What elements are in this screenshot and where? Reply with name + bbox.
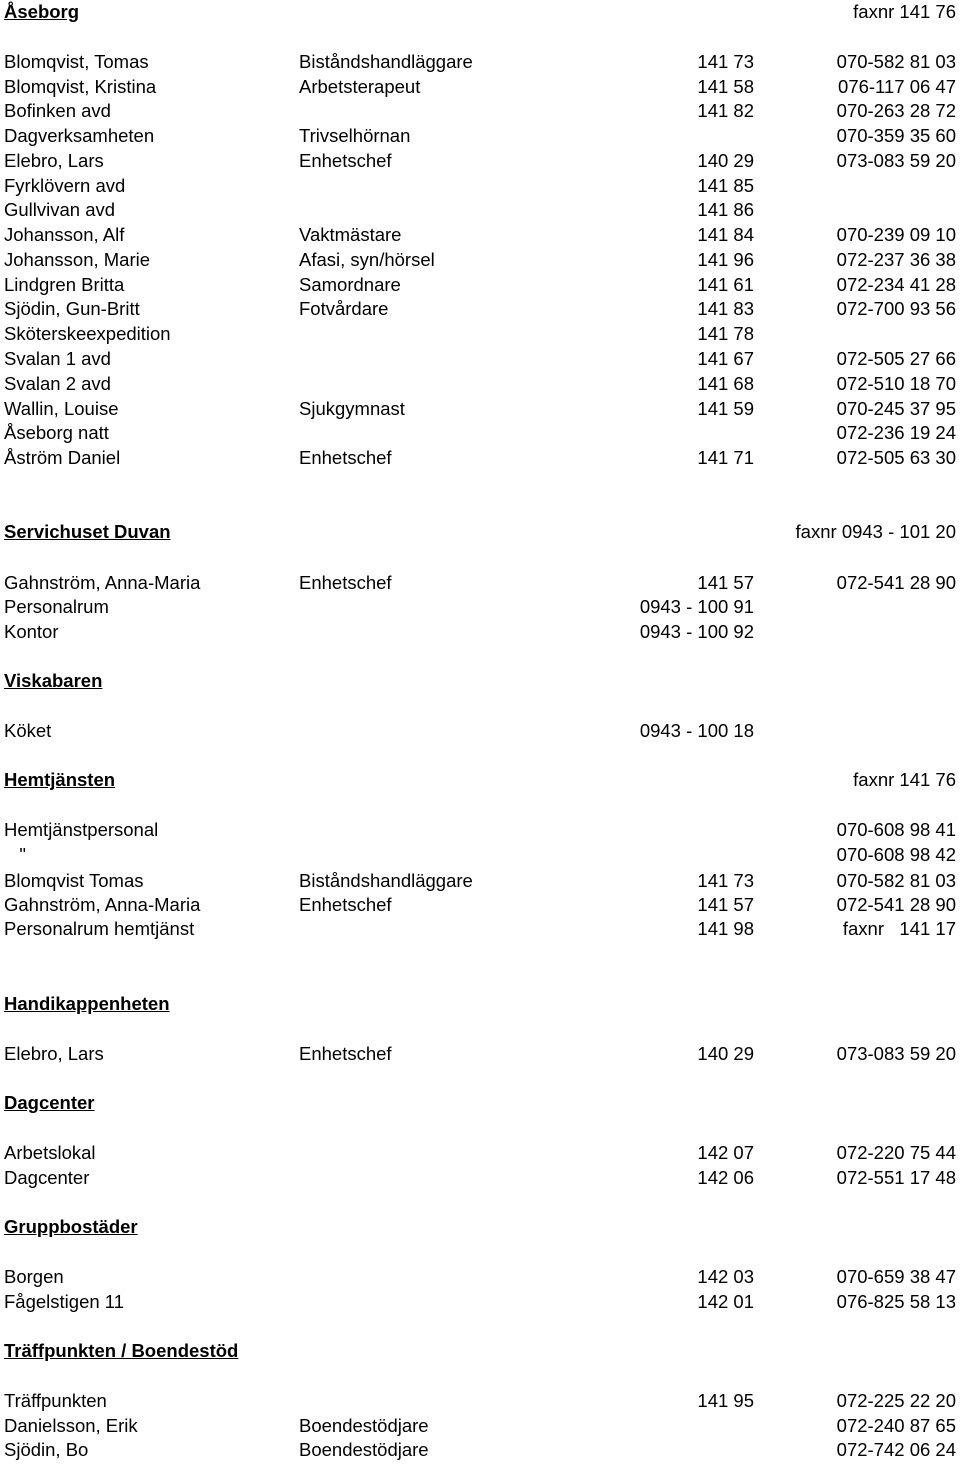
- entry-name: Gahnström, Anna-Maria: [4, 572, 201, 593]
- entry-mobile: 072-742 06 24: [836, 1439, 956, 1460]
- entry-mobile: 072-237 36 38: [836, 249, 956, 270]
- list-item: [0, 571, 960, 595]
- entry-extension: 142 03: [697, 1266, 754, 1287]
- list-item: [0, 75, 960, 99]
- entry-role: Enhetschef: [299, 150, 392, 171]
- section-header-servichuset: [0, 520, 960, 544]
- entry-name: Blomqvist, Kristina: [4, 76, 157, 97]
- entry-mobile: 072-700 93 56: [836, 298, 956, 319]
- entry-mobile: 070-582 81 03: [836, 870, 956, 891]
- entry-role: Samordnare: [299, 274, 401, 295]
- entry-name: Svalan 1 avd: [4, 348, 111, 369]
- entry-mobile: 072-541 28 90: [836, 572, 956, 593]
- list-item: [0, 869, 960, 893]
- entry-mobile: 072-234 41 28: [836, 274, 956, 295]
- entry-extension: 141 85: [697, 175, 754, 196]
- section-fax: faxnr 141 76: [853, 769, 956, 790]
- entry-extension: 141 73: [697, 51, 754, 72]
- entry-extension: 141 98: [697, 918, 754, 939]
- entry-extension: 142 06: [697, 1167, 754, 1188]
- section-header-viskabaren: [0, 669, 960, 693]
- list-item: [0, 223, 960, 247]
- entry-mobile: 070-608 98 41: [836, 819, 956, 840]
- list-item: [0, 347, 960, 371]
- entry-name: Gullvivan avd: [4, 199, 116, 220]
- list-item: [0, 124, 960, 148]
- entry-mobile: 072-240 87 65: [836, 1415, 956, 1436]
- entry-mobile: 072-236 19 24: [836, 422, 956, 443]
- entry-name: Elebro, Lars: [4, 150, 104, 171]
- section-fax: faxnr 0943 - 101 20: [795, 521, 956, 542]
- list-item: [0, 719, 960, 743]
- section-fax: faxnr 141 76: [853, 1, 956, 22]
- entry-mobile: 070-245 37 95: [836, 398, 956, 419]
- list-item: [0, 620, 960, 644]
- list-item: [0, 893, 960, 917]
- entry-role: Enhetschef: [299, 1043, 392, 1064]
- entry-extension: 141 67: [697, 348, 754, 369]
- entry-name: Gahnström, Anna-Maria: [4, 894, 201, 915]
- entry-extension: 141 78: [697, 323, 754, 344]
- list-item: [0, 372, 960, 396]
- entry-name: Sköterskeexpedition: [4, 323, 171, 344]
- entry-name: Wallin, Louise: [4, 398, 119, 419]
- section-heading: Hemtjänsten: [4, 769, 116, 790]
- entry-extension: 141 57: [697, 572, 754, 593]
- entry-name: Fyrklövern avd: [4, 175, 126, 196]
- entry-name: Åström Daniel: [4, 447, 121, 468]
- entry-name: Johansson, Marie: [4, 249, 151, 270]
- entry-role: Arbetsterapeut: [299, 76, 421, 97]
- entry-role: Afasi, syn/hörsel: [299, 249, 435, 270]
- list-item: [0, 446, 960, 470]
- entry-name: Svalan 2 avd: [4, 373, 111, 394]
- entry-name: Kontor: [4, 621, 59, 642]
- entry-name: Dagcenter: [4, 1167, 90, 1188]
- entry-name: Blomqvist, Tomas: [4, 51, 149, 72]
- entry-name: Arbetslokal: [4, 1142, 96, 1163]
- entry-extension: 141 57: [697, 894, 754, 915]
- entry-mobile: 070-359 35 60: [836, 125, 956, 146]
- entry-name: Elebro, Lars: [4, 1043, 104, 1064]
- list-item: [0, 248, 960, 272]
- entry-role: Fotvårdare: [299, 298, 389, 319]
- entry-name: Dagverksamheten: [4, 125, 155, 146]
- list-item: [0, 297, 960, 321]
- section-header-hemtjansten: [0, 768, 960, 792]
- entry-name: Personalrum: [4, 596, 109, 617]
- entry-extension: 142 01: [697, 1291, 754, 1312]
- entry-name: ": [4, 844, 26, 865]
- entry-name: Hemtjänstpersonal: [4, 819, 159, 840]
- section-header-traffpunkten: [0, 1339, 960, 1363]
- list-item: [0, 174, 960, 198]
- entry-extension: 141 68: [697, 373, 754, 394]
- section-heading: Dagcenter: [4, 1092, 95, 1113]
- entry-extension: 140 29: [697, 1043, 754, 1064]
- entry-extension: 141 61: [697, 274, 754, 295]
- entry-extension: 0943 - 100 92: [639, 621, 754, 642]
- entry-role: Enhetschef: [299, 447, 392, 468]
- entry-mobile: 070-239 09 10: [836, 224, 956, 245]
- section-heading: Servichuset Duvan: [4, 521, 171, 542]
- section-heading: Gruppbostäder: [4, 1216, 138, 1237]
- entry-name: Danielsson, Erik: [4, 1415, 138, 1436]
- entry-mobile: 072-551 17 48: [836, 1167, 956, 1188]
- list-item: [0, 843, 960, 867]
- entry-extension: 141 71: [697, 447, 754, 468]
- entry-name: Lindgren Britta: [4, 274, 125, 295]
- section-header-gruppbostader: [0, 1215, 960, 1239]
- list-item: [0, 273, 960, 297]
- list-item: [0, 198, 960, 222]
- entry-mobile: 076-117 06 47: [838, 76, 956, 97]
- entry-name: Sjödin, Gun-Britt: [4, 298, 140, 319]
- entry-role: Enhetschef: [299, 894, 392, 915]
- entry-mobile: 073-083 59 20: [836, 1043, 956, 1064]
- entry-role: Biståndshandläggare: [299, 51, 473, 72]
- entry-name: Sjödin, Bo: [4, 1439, 89, 1460]
- entry-extension: 141 73: [697, 870, 754, 891]
- entry-extension: 141 83: [697, 298, 754, 319]
- list-item: [0, 1290, 960, 1314]
- list-item: [0, 1438, 960, 1462]
- entry-role: Trivselhörnan: [299, 125, 411, 146]
- entry-mobile: 070-263 28 72: [836, 100, 956, 121]
- entry-name: Träffpunkten: [4, 1390, 107, 1411]
- list-item: [0, 595, 960, 619]
- entry-role: Sjukgymnast: [299, 398, 405, 419]
- section-header-dagcenter: [0, 1091, 960, 1115]
- entry-name: Personalrum hemtjänst: [4, 918, 195, 939]
- entry-role: Boendestödjare: [299, 1439, 429, 1460]
- entry-name: Johansson, Alf: [4, 224, 125, 245]
- entry-extension: 141 86: [697, 199, 754, 220]
- entry-role: Enhetschef: [299, 572, 392, 593]
- entry-extension: 141 84: [697, 224, 754, 245]
- list-item: [0, 818, 960, 842]
- list-item: [0, 1166, 960, 1190]
- entry-extension: 141 82: [697, 100, 754, 121]
- list-item: [0, 149, 960, 173]
- section-heading: Viskabaren: [4, 670, 103, 691]
- entry-mobile: 070-608 98 42: [836, 844, 956, 865]
- entry-mobile: 076-825 58 13: [836, 1291, 956, 1312]
- entry-mobile: 070-659 38 47: [836, 1266, 956, 1287]
- entry-mobile: 070-582 81 03: [836, 51, 956, 72]
- list-item: [0, 1141, 960, 1165]
- entry-fax: faxnr 141 17: [842, 918, 956, 939]
- entry-extension: 142 07: [697, 1142, 754, 1163]
- list-item: [0, 99, 960, 123]
- entry-mobile: 072-225 22 20: [836, 1390, 956, 1411]
- entry-extension: 0943 - 100 91: [639, 596, 754, 617]
- entry-role: Biståndshandläggare: [299, 870, 473, 891]
- list-item: [0, 1265, 960, 1289]
- section-header-aseborg: [0, 0, 960, 24]
- entry-extension: 141 95: [697, 1390, 754, 1411]
- entry-name: Köket: [4, 720, 52, 741]
- list-item: [0, 50, 960, 74]
- section-header-handikapp: [0, 992, 960, 1016]
- entry-mobile: 072-505 63 30: [836, 447, 956, 468]
- list-item: [0, 1042, 960, 1066]
- entry-mobile: 073-083 59 20: [836, 150, 956, 171]
- entry-role: Boendestödjare: [299, 1415, 429, 1436]
- entry-extension: 141 58: [697, 76, 754, 97]
- list-item: [0, 917, 960, 941]
- entry-name: Fågelstigen 11: [4, 1291, 124, 1312]
- entry-mobile: 072-220 75 44: [836, 1142, 956, 1163]
- entry-extension: 140 29: [697, 150, 754, 171]
- list-item: [0, 1389, 960, 1413]
- section-heading: Träffpunkten / Boendestöd: [4, 1340, 239, 1361]
- list-item: [0, 1414, 960, 1438]
- list-item: [0, 322, 960, 346]
- section-heading: Handikappenheten: [4, 993, 170, 1014]
- entry-extension: 141 59: [697, 398, 754, 419]
- entry-name: Blomqvist Tomas: [4, 870, 144, 891]
- entry-name: Borgen: [4, 1266, 64, 1287]
- entry-mobile: 072-541 28 90: [836, 894, 956, 915]
- section-heading: Åseborg: [4, 1, 80, 22]
- entry-mobile: 072-505 27 66: [836, 348, 956, 369]
- entry-extension: 0943 - 100 18: [639, 720, 754, 741]
- entry-role: Vaktmästare: [299, 224, 402, 245]
- entry-name: Bofinken avd: [4, 100, 111, 121]
- list-item: [0, 421, 960, 445]
- entry-extension: 141 96: [697, 249, 754, 270]
- entry-name: Åseborg natt: [4, 422, 109, 443]
- list-item: [0, 397, 960, 421]
- entry-mobile: 072-510 18 70: [836, 373, 956, 394]
